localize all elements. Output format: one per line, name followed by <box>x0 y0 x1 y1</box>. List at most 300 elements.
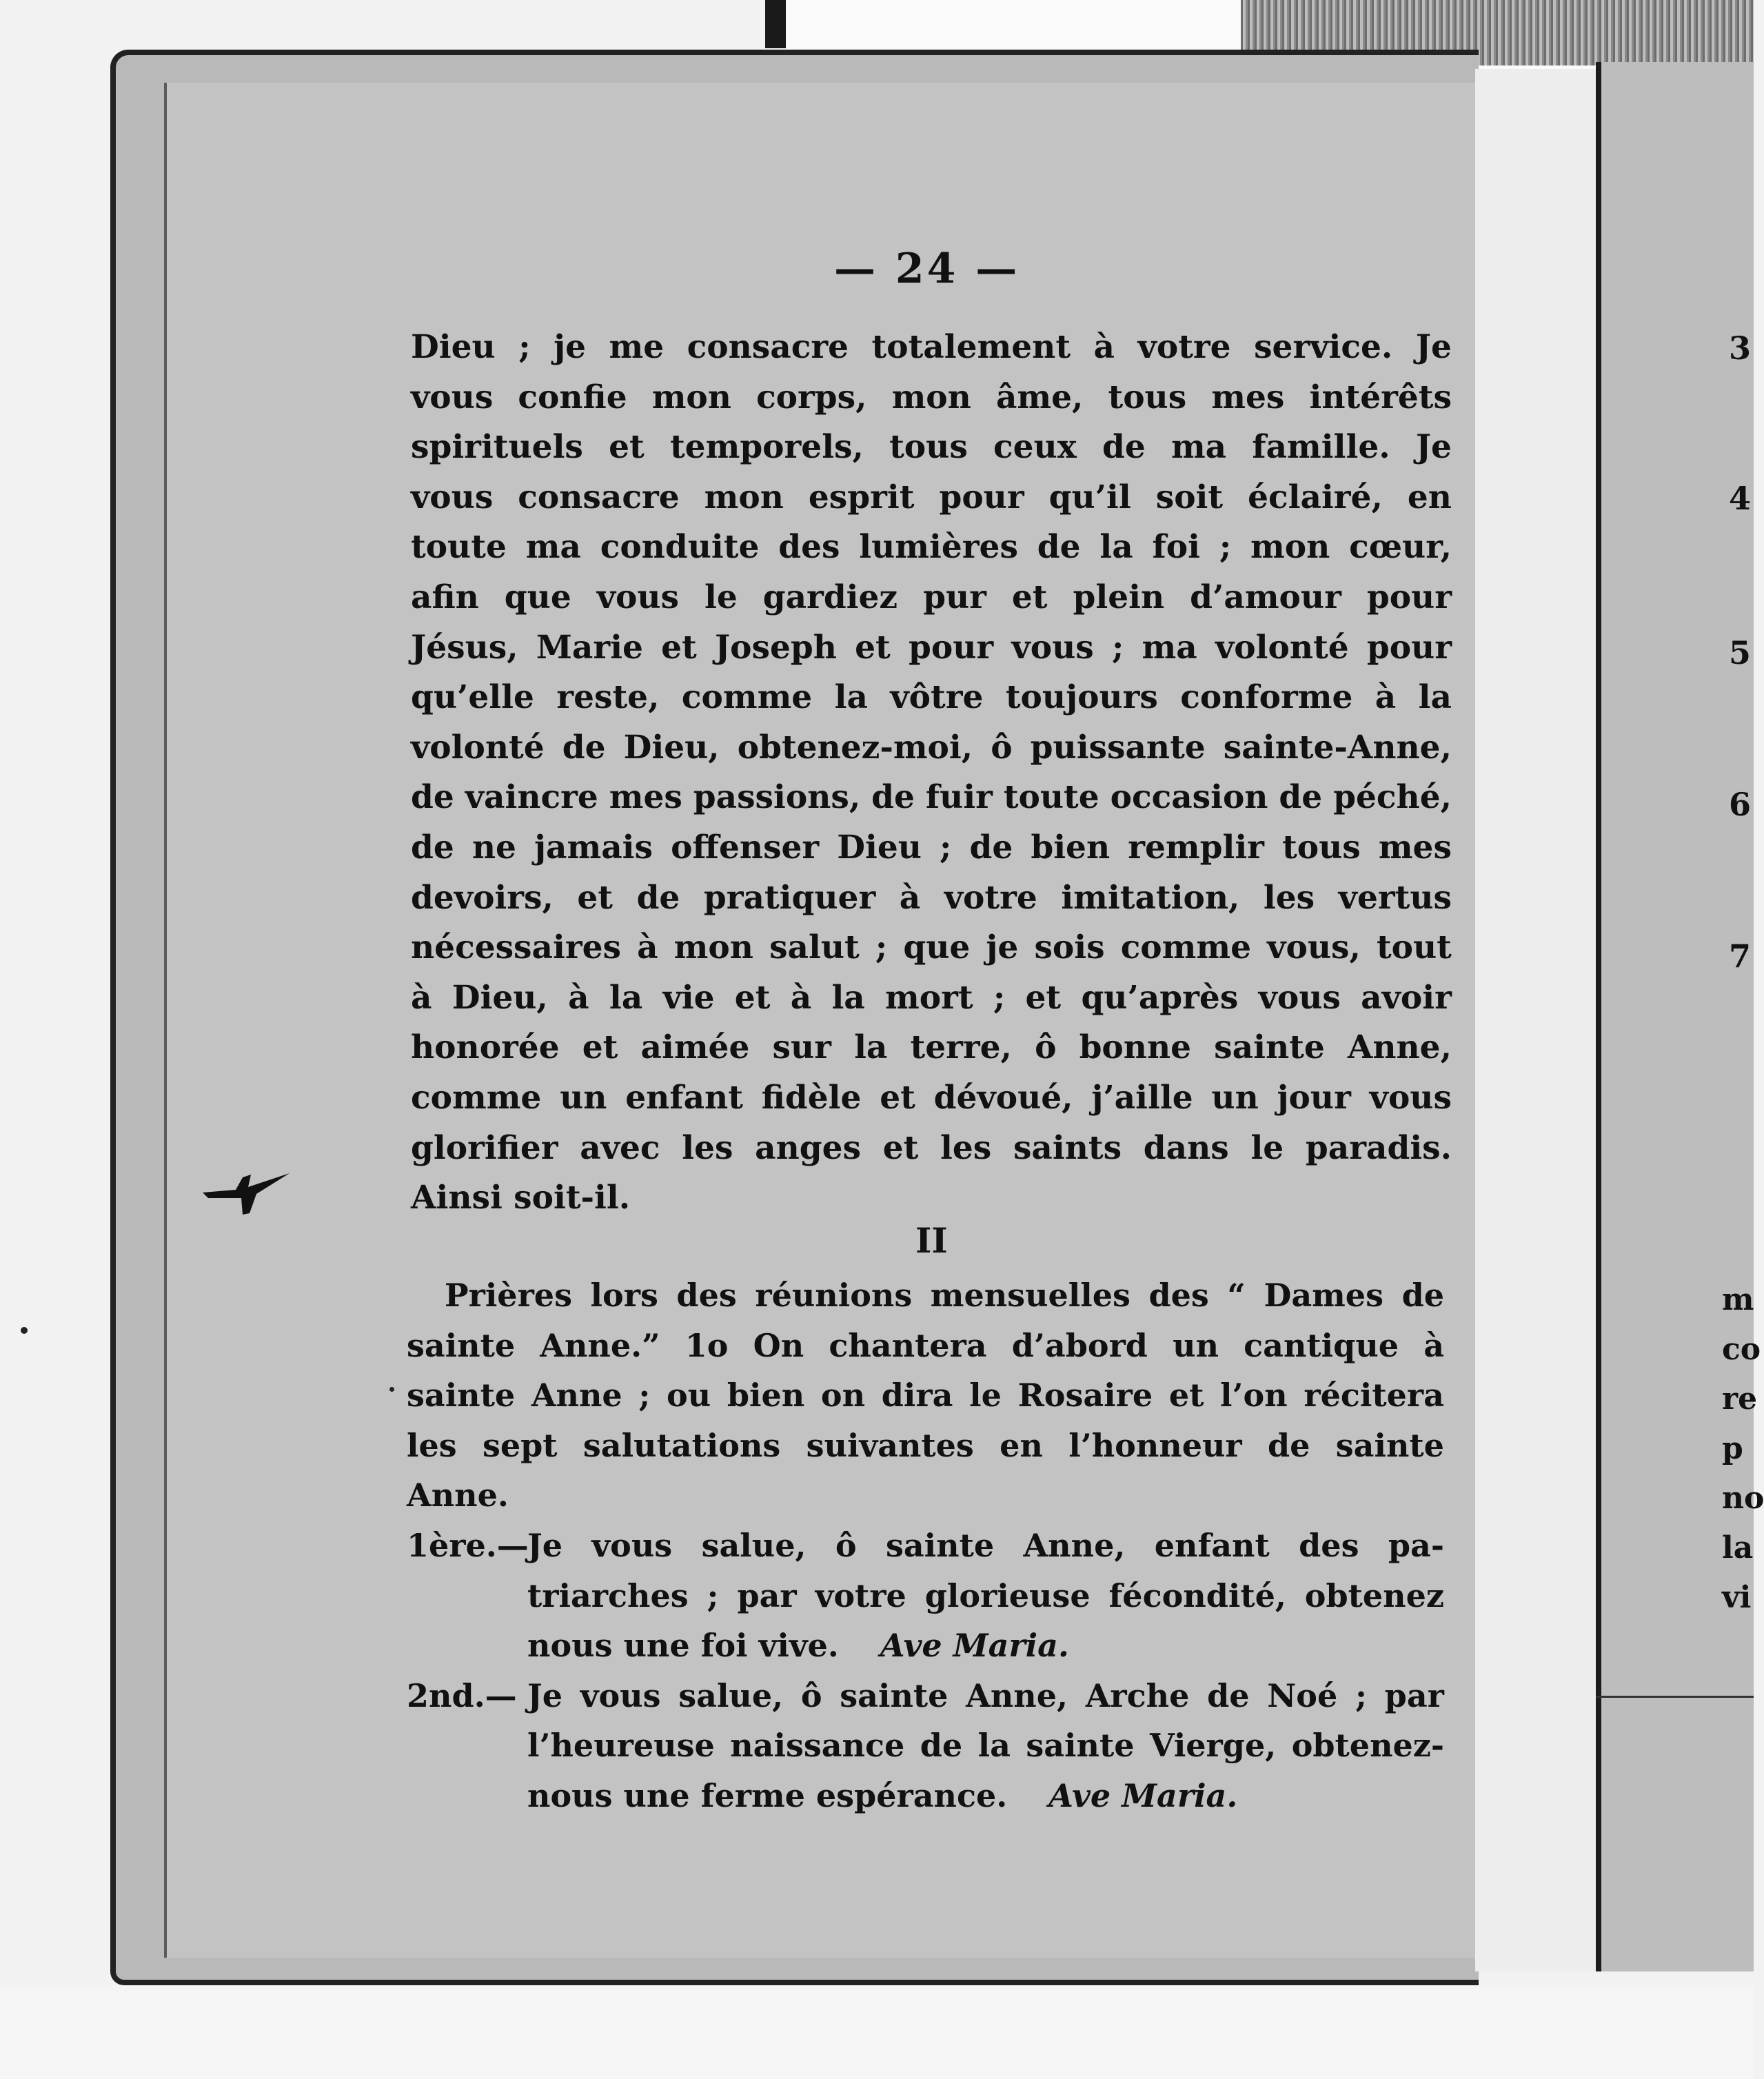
salutation-label: 2nd.— <box>407 1676 517 1714</box>
word: puissante <box>1030 728 1206 767</box>
word: que <box>903 929 971 967</box>
word: saints <box>1013 1128 1122 1167</box>
section-text <box>407 1270 1444 1821</box>
word: foi <box>1152 528 1200 567</box>
word: vous <box>591 1526 673 1564</box>
word: avec <box>580 1128 660 1167</box>
word: et <box>1168 1377 1204 1414</box>
word: Je <box>527 1676 563 1714</box>
word: et <box>1025 978 1062 1017</box>
salutation-text <box>527 1671 1444 1821</box>
word: vous <box>411 478 494 516</box>
word: ; <box>1111 628 1124 667</box>
word: de <box>636 878 680 917</box>
word: la <box>1099 528 1133 567</box>
right-page-number: 6 <box>1729 786 1752 823</box>
word: vous <box>1258 978 1341 1017</box>
word: mon <box>1250 528 1330 567</box>
word: comme <box>411 1078 542 1117</box>
word: tous <box>889 428 968 467</box>
word: de <box>1279 778 1323 817</box>
word: et <box>855 628 891 667</box>
word: Je <box>1415 328 1452 366</box>
right-page-fragment: co <box>1722 1332 1761 1367</box>
word: vous <box>596 578 679 616</box>
word: ô <box>800 1676 822 1714</box>
word: passions, <box>693 778 861 817</box>
word: Dieu, <box>623 728 720 767</box>
word: et <box>880 1078 915 1117</box>
word: Anne, <box>1023 1526 1126 1564</box>
word: Anne, <box>1347 1028 1452 1067</box>
word: sainte <box>1026 1727 1135 1765</box>
word: sainte <box>1214 1028 1325 1067</box>
word: pratiquer <box>703 878 876 917</box>
word: nécessaires <box>411 929 621 967</box>
text-line <box>527 1721 1444 1771</box>
word: conduite <box>600 528 760 567</box>
word: j’aille <box>1091 1078 1193 1117</box>
word: et <box>661 628 697 667</box>
word: les <box>407 1426 457 1464</box>
salutation-label: 1ère.— <box>407 1526 529 1564</box>
word: et <box>882 1128 919 1167</box>
word: esprit <box>808 478 915 516</box>
word: glorieuse <box>924 1576 1091 1614</box>
word: on <box>820 1377 866 1414</box>
word: votre <box>944 878 1037 917</box>
text-line <box>411 1124 1452 1174</box>
word: à <box>899 878 921 917</box>
word: Je <box>527 1526 563 1564</box>
word: de <box>411 828 454 866</box>
text-line <box>411 723 1452 773</box>
word: par <box>1384 1676 1444 1714</box>
text-line <box>411 373 1452 423</box>
word: conforme <box>1180 678 1353 717</box>
word: sainte <box>407 1377 516 1414</box>
word: Prières <box>445 1277 572 1314</box>
word: fidèle <box>761 1078 862 1117</box>
word: confie <box>518 378 627 416</box>
word: vous, <box>1267 929 1361 967</box>
text-line: Ainsi soit-il. <box>411 1179 631 1217</box>
word: le <box>1250 1128 1284 1167</box>
text-line <box>411 523 1452 573</box>
word: gardiez <box>762 578 898 616</box>
text-line <box>527 1571 1444 1621</box>
salutation-item <box>407 1521 1444 1671</box>
word: de <box>1037 528 1081 567</box>
word: intérêts <box>1309 378 1452 416</box>
word: des <box>1148 1277 1209 1314</box>
word: votre <box>815 1576 906 1614</box>
word: sur <box>772 1028 831 1067</box>
word: consacre <box>518 478 680 516</box>
word: ô <box>835 1526 857 1564</box>
word: volonté <box>411 728 545 767</box>
word: vous <box>411 378 494 416</box>
word: éclairé, <box>1248 478 1383 516</box>
word: tout <box>1376 929 1452 967</box>
word: dans <box>1143 1128 1229 1167</box>
word: Marie <box>536 628 643 667</box>
word: corps, <box>756 378 867 416</box>
word: je <box>986 929 1019 967</box>
word: à <box>411 978 432 1017</box>
word: Joseph <box>714 628 837 667</box>
word: mort <box>885 978 973 1017</box>
text-line <box>527 1621 1444 1671</box>
word: le <box>969 1377 1002 1414</box>
word: Anne, <box>966 1676 1068 1714</box>
word: salutations <box>582 1426 781 1464</box>
word: aimée <box>640 1028 750 1067</box>
word: et <box>1011 578 1048 616</box>
word: me <box>609 328 665 366</box>
right-page-fragment: p <box>1722 1431 1743 1466</box>
word: ma <box>1170 428 1227 467</box>
word: de <box>871 778 915 817</box>
word: et <box>577 878 614 917</box>
word: qu’il <box>1048 478 1131 516</box>
text-line <box>411 873 1452 924</box>
word: sois <box>1034 929 1105 967</box>
word: je <box>554 328 586 366</box>
word: sept <box>482 1426 558 1464</box>
word: anges <box>755 1128 862 1167</box>
word: cœur, <box>1349 528 1452 567</box>
ave-maria: Ave Maria. <box>1048 1776 1238 1814</box>
word: les <box>940 1128 992 1167</box>
right-page-number: 5 <box>1729 634 1752 671</box>
word: l’on <box>1220 1377 1288 1414</box>
text-line <box>411 323 1452 373</box>
word: totalement <box>871 328 1071 366</box>
word: plein <box>1073 578 1165 616</box>
word: cantique <box>1244 1326 1399 1364</box>
word: pa- <box>1388 1526 1444 1564</box>
word: des <box>1299 1526 1359 1564</box>
word: mes <box>609 778 682 817</box>
word: triarches <box>527 1576 689 1614</box>
word: reste, <box>556 678 660 717</box>
word: péché, <box>1333 778 1452 817</box>
word: ô <box>1035 1028 1057 1067</box>
word: réunions <box>755 1277 913 1314</box>
text-line <box>527 1671 1444 1721</box>
word: pour <box>909 628 994 667</box>
right-page-fragment: re <box>1722 1381 1758 1417</box>
scan-speck <box>389 1387 394 1392</box>
word: volonté <box>1215 628 1349 667</box>
word: vertus <box>1338 878 1452 917</box>
word: vous <box>1369 1078 1452 1117</box>
word: avoir <box>1361 978 1452 1017</box>
word: mon <box>673 929 753 967</box>
word: sainte <box>1335 1426 1444 1464</box>
right-page-fragment: no <box>1722 1481 1764 1516</box>
word: 1o <box>685 1326 729 1364</box>
page-gutter <box>1475 69 1596 1971</box>
word: obtenez <box>1304 1576 1444 1614</box>
word: obtenez-moi, <box>737 728 973 767</box>
word: obtenez- <box>1291 1727 1444 1765</box>
word: que <box>504 578 571 616</box>
text-line <box>411 1023 1452 1073</box>
word: Dieu, <box>452 978 548 1017</box>
word: mon <box>704 478 784 516</box>
word: mon <box>651 378 731 416</box>
word: pour <box>1366 578 1452 616</box>
word: enfant <box>625 1078 743 1117</box>
word: ; <box>1355 1676 1367 1714</box>
right-page-number: 7 <box>1729 937 1752 975</box>
word: suivantes <box>806 1426 974 1464</box>
word: salut <box>769 929 860 967</box>
word: temporels, <box>669 428 864 467</box>
right-page-number: 4 <box>1729 480 1752 517</box>
line-text: nous une foi vive. <box>527 1627 839 1665</box>
word: les <box>682 1128 733 1167</box>
scan-top-edge <box>765 0 786 48</box>
right-page-fragment: vi <box>1722 1580 1752 1615</box>
word: vaincre <box>465 778 598 817</box>
scan-speck <box>21 1327 28 1334</box>
text-line <box>411 773 1452 823</box>
word: paradis. <box>1305 1128 1452 1167</box>
word: enfant <box>1154 1526 1270 1564</box>
word: ne <box>472 828 516 866</box>
word: Anne <box>531 1377 622 1414</box>
word: Dames <box>1264 1277 1383 1314</box>
word: Anne.” <box>540 1326 660 1364</box>
word: afin <box>411 578 479 616</box>
word: la <box>834 678 868 717</box>
word: et <box>609 428 645 467</box>
word: qu’elle <box>411 678 534 717</box>
word: imitation, <box>1061 878 1240 917</box>
text-line <box>411 823 1452 873</box>
text-line <box>527 1521 1444 1571</box>
word: jamais <box>534 828 653 866</box>
word: ; <box>993 978 1006 1017</box>
word: ma <box>525 528 581 567</box>
word: à <box>1093 328 1115 366</box>
word: pour <box>939 478 1024 516</box>
word: de <box>562 728 606 767</box>
word: de <box>1268 1426 1310 1464</box>
word: ; <box>940 828 952 866</box>
word: un <box>560 1078 607 1117</box>
word: bien <box>1031 828 1111 866</box>
word: sainte <box>840 1676 949 1714</box>
word: de <box>920 1727 963 1765</box>
word: chantera <box>829 1326 987 1364</box>
word: spirituels <box>411 428 583 467</box>
word: à <box>1423 1326 1444 1364</box>
word: un <box>1211 1078 1259 1117</box>
word: ô <box>991 728 1013 767</box>
word: pour <box>1366 628 1452 667</box>
word: de <box>1401 1277 1444 1314</box>
word: tous <box>1108 378 1187 416</box>
word: toute <box>1003 778 1099 817</box>
right-page-number: 3 <box>1729 329 1752 367</box>
word: remplir <box>1128 828 1264 866</box>
word: toujours <box>1005 678 1158 717</box>
word: Dieu <box>837 828 922 866</box>
word: d’abord <box>1011 1326 1148 1364</box>
word: fécondité, <box>1108 1576 1286 1614</box>
word: l’heureuse <box>527 1727 715 1765</box>
word: Dieu <box>411 328 496 366</box>
word: toute <box>411 528 507 567</box>
word: dévoué, <box>933 1078 1073 1117</box>
word: à <box>637 929 658 967</box>
word: pur <box>923 578 986 616</box>
word: vie <box>662 978 715 1017</box>
word: salue, <box>678 1676 784 1714</box>
salutation-item <box>407 1671 1444 1821</box>
text-line <box>407 1421 1444 1471</box>
word: et <box>582 1028 618 1067</box>
text-line <box>407 1370 1444 1421</box>
text-line: Anne. <box>407 1477 509 1514</box>
word: tous <box>1282 828 1361 866</box>
word: naissance <box>730 1727 905 1765</box>
word: soit <box>1155 478 1224 516</box>
word: dira <box>881 1377 953 1414</box>
word: mensuelles <box>930 1277 1131 1314</box>
scan-line <box>1596 1696 1754 1698</box>
word: Rosaire <box>1017 1377 1153 1414</box>
word: salue, <box>701 1526 807 1564</box>
prayer-text <box>411 323 1452 1224</box>
word: fuir <box>925 778 993 817</box>
ave-maria: Ave Maria. <box>880 1627 1069 1665</box>
word: vôtre <box>890 678 984 717</box>
word: de <box>411 778 454 817</box>
word: comme <box>681 678 813 717</box>
text-line <box>407 1270 1444 1321</box>
word: sainte-Anne, <box>1223 728 1452 767</box>
word: qu’après <box>1081 978 1239 1017</box>
word: ceux <box>993 428 1077 467</box>
word: le <box>704 578 738 616</box>
word: de <box>969 828 1013 866</box>
word: la <box>1418 678 1452 717</box>
word: ; <box>638 1377 651 1414</box>
word: d’amour <box>1190 578 1341 616</box>
word: votre <box>1137 328 1231 366</box>
word: jour <box>1277 1078 1351 1117</box>
salutation-text <box>527 1521 1444 1671</box>
right-page-fragment: m <box>1722 1282 1754 1317</box>
text-line <box>411 573 1452 623</box>
word: terre, <box>910 1028 1012 1067</box>
section-heading: II <box>915 1220 948 1261</box>
word: mon <box>891 378 971 416</box>
word: en <box>1407 478 1452 516</box>
word: la <box>854 1028 888 1067</box>
word: la <box>977 1727 1011 1765</box>
word: de <box>1207 1676 1250 1714</box>
line-text: nous une ferme espérance. <box>527 1776 1008 1814</box>
word: comme <box>1120 929 1252 967</box>
word: l’honneur <box>1068 1426 1242 1464</box>
word: vous <box>1011 628 1094 667</box>
word: Je <box>1415 428 1452 467</box>
scan-bottom-margin <box>0 1985 1754 2079</box>
word: ou <box>667 1377 711 1414</box>
word: ; <box>1219 528 1232 567</box>
word: les <box>1263 878 1315 917</box>
text-line <box>411 673 1452 723</box>
text-line <box>411 423 1452 473</box>
text-line <box>407 1321 1444 1371</box>
word: la <box>831 978 865 1017</box>
word: “ <box>1227 1277 1246 1314</box>
word: devoirs, <box>411 878 554 917</box>
word: ma <box>1142 628 1197 667</box>
word: âme, <box>995 378 1084 416</box>
word: consacre <box>687 328 849 366</box>
word: sainte <box>885 1526 995 1564</box>
word: Vierge, <box>1149 1727 1277 1765</box>
word: en <box>1000 1426 1043 1464</box>
word: Noé <box>1267 1676 1338 1714</box>
word: à <box>1375 678 1397 717</box>
word: à <box>790 978 812 1017</box>
text-line <box>411 623 1452 673</box>
word: On <box>753 1326 804 1364</box>
word: mes <box>1211 378 1285 416</box>
right-page-fragment: la <box>1722 1530 1754 1565</box>
text-line <box>411 1073 1452 1124</box>
word: glorifier <box>411 1128 558 1167</box>
ink-blot-icon <box>201 1170 291 1219</box>
word: sainte <box>407 1326 516 1364</box>
word: service. <box>1254 328 1393 366</box>
word: récitera <box>1304 1377 1444 1414</box>
word: lors <box>590 1277 658 1314</box>
text-line <box>411 473 1452 523</box>
word: famille. <box>1252 428 1390 467</box>
word: Arche <box>1085 1676 1190 1714</box>
text-line <box>411 923 1452 973</box>
word: offenser <box>671 828 820 866</box>
word: honorée <box>411 1028 560 1067</box>
word: vous <box>580 1676 661 1714</box>
word: occasion <box>1110 778 1268 817</box>
word: et <box>734 978 771 1017</box>
word: ; <box>875 929 888 967</box>
page-number: — 24 — <box>834 245 1020 293</box>
word: des <box>778 528 840 567</box>
word: la <box>609 978 643 1017</box>
word: à <box>568 978 589 1017</box>
word: Jésus, <box>411 628 518 667</box>
word: lumières <box>859 528 1018 567</box>
text-line <box>527 1771 1444 1821</box>
word: des <box>676 1277 737 1314</box>
text-line <box>411 973 1452 1024</box>
word: bien <box>727 1377 805 1414</box>
word: un <box>1173 1326 1219 1364</box>
word: ; <box>518 328 531 366</box>
word: par <box>737 1576 797 1614</box>
